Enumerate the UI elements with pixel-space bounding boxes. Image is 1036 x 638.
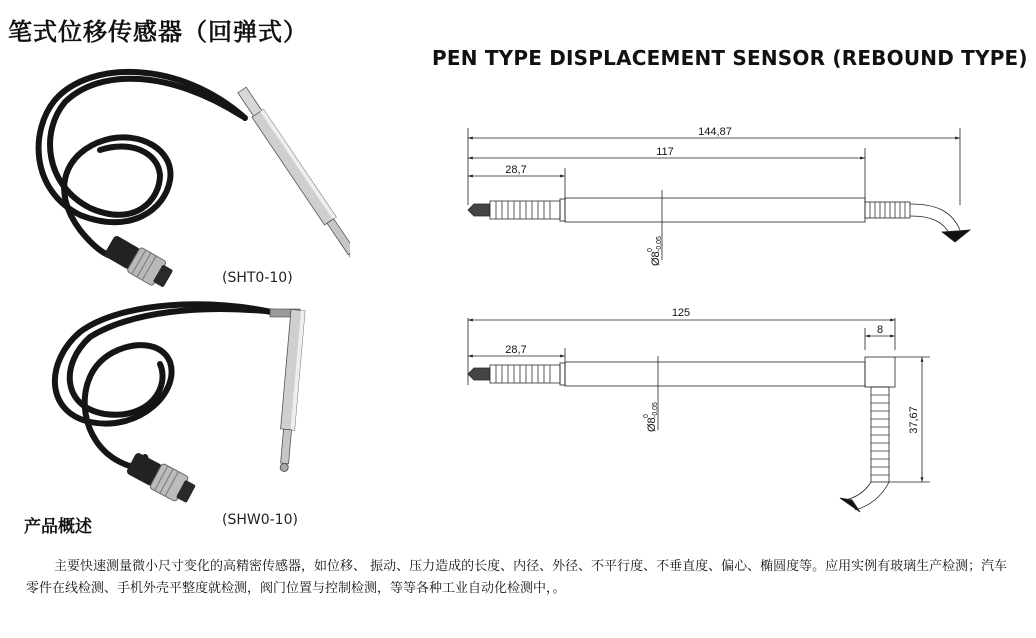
page-title-cn: 笔式位移传感器（回弹式） <box>8 18 308 46</box>
dim-height-2: 37,67 <box>908 406 920 434</box>
dim-total-2: 125 <box>671 307 691 319</box>
dim-total-1: 144,87 <box>698 126 732 138</box>
dim-tol-upper-2: 0 <box>643 414 650 418</box>
description-text: 主要快速测量微小尺寸变化的高精密传感器，如位移、 振动、压力造成的长度、内径、外径、不平行度、不垂直度、偏心、椭圆度等。应用实例有玻璃生产检测；汽车零件在线检测、手机外壳平整度就检测，阀门位置与控制检测，等等各种工业自动化检测中，。 <box>26 559 1008 596</box>
dim-diameter-2: Ø8 <box>646 417 658 432</box>
model-label-sht: (SHT0-10) <box>222 270 293 286</box>
dim-tip-2: 28,7 <box>505 344 527 356</box>
technical-drawings <box>460 120 1020 520</box>
sensor-photo-shw <box>30 292 340 517</box>
sensor-photo-sht <box>20 40 350 290</box>
dim-body-1: 117 <box>656 146 674 158</box>
dim-tol-lower-2: -0,05 <box>652 402 659 418</box>
model-label-shw: (SHW0-10) <box>222 512 298 528</box>
overview-heading: 产品概述 <box>24 517 92 537</box>
dim-tol-lower-1: -0,05 <box>656 236 663 252</box>
dim-diameter-1: Ø8 <box>650 251 662 266</box>
dim-cap-2: 8 <box>876 324 884 336</box>
dim-tol-upper-1: 0 <box>647 248 654 252</box>
page-title-en: PEN TYPE DISPLACEMENT SENSOR (REBOUND TYPE) <box>432 46 1028 70</box>
dim-tip-1: 28,7 <box>505 164 527 176</box>
